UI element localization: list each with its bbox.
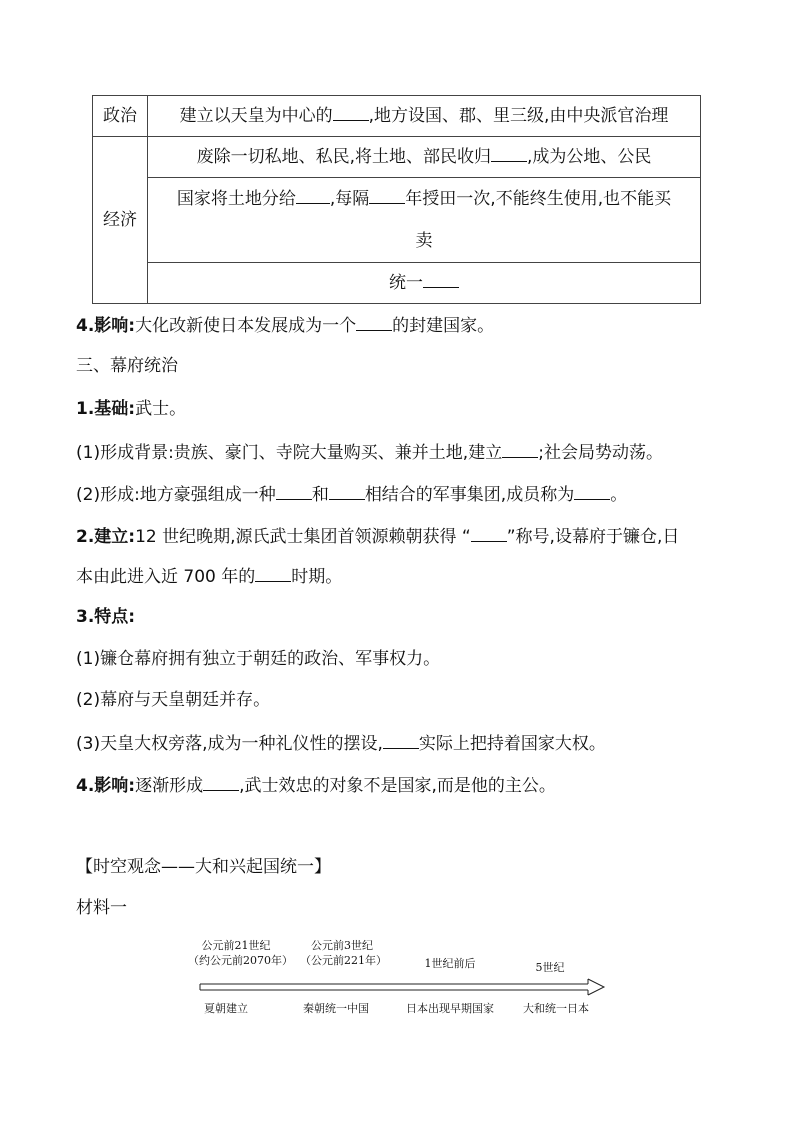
section-heading [76,857,331,877]
text: 相结合的军事集团,成员称为 [364,485,575,505]
fill-blank[interactable] [491,145,527,162]
politics-head: 政治 [93,96,148,137]
text: ”称号,设幕府于镰仓,日 [506,527,680,547]
label: 4.影响: [76,316,136,336]
event-2-date-detail: （公元前221年） [300,954,387,967]
text: (1)形成背景:贵族、豪门、寺院大量购买、兼并土地,建立 [76,443,503,463]
influence-1 [76,314,494,336]
table-row [93,263,701,304]
fill-blank[interactable] [276,483,312,500]
text: 12 世纪晚期,源氏武士集团首领源赖朝获得 “ [135,527,471,547]
establishment-cont [76,565,342,587]
text: ,成为公地、公民 [527,147,652,167]
event-4-label: 大和统一日本 [523,1002,589,1015]
economy-row-3 [148,263,701,304]
event-1-label: 夏朝建立 [204,1002,248,1015]
event-2-label: 秦朝统一中国 [303,1002,369,1015]
event-4-date: 5世纪 [535,961,565,974]
politics-content [148,96,701,137]
influence-2 [76,774,556,796]
event-3-label: 日本出现早期国家 [406,1002,494,1015]
table-row [93,178,701,263]
economy-row-1 [148,137,701,178]
feature-1: (1)镰仓幕府拥有独立于朝廷的政治、军事权力。 [76,649,441,669]
text: ,每隔 [329,189,370,209]
label: 2.建立: [76,527,136,547]
fill-blank[interactable] [296,187,330,204]
fill-blank[interactable] [369,187,405,204]
fill-blank[interactable] [356,314,392,331]
formation-background [76,441,663,463]
text: 武士。 [135,399,187,419]
text: 逐渐形成 [135,776,204,796]
basis [76,399,186,419]
text: 。 [610,485,628,505]
establishment [76,525,679,547]
text: 废除一切私地、私民,将土地、部民收归 [196,147,491,167]
features-label: 3.特点: [76,607,136,627]
event-1-date: 公元前21世纪 [201,939,271,952]
text: 统一 [389,273,423,293]
table-row [93,96,701,137]
fill-blank[interactable] [471,525,507,542]
event-2-date: 公元前3世纪 [311,939,373,952]
economy-row-2 [148,178,701,263]
economy-head: 经济 [93,137,148,304]
formation [76,483,627,505]
fill-blank[interactable] [333,104,369,121]
feature-3 [76,732,606,754]
text: (3)天皇大权旁落,成为一种礼仪性的摆设, [76,734,383,754]
text: 本由此进入近 700 年的 [76,567,256,587]
text: 和 [311,485,329,505]
text: 卖 [415,231,433,251]
bracket-open: 【 [76,857,93,877]
feature-2: (2)幕府与天皇朝廷并存。 [76,690,271,710]
text: ,武士效忠的对象不是国家,而是他的主公。 [239,776,556,796]
fill-blank[interactable] [574,483,610,500]
text: 大化改新使日本发展成为一个 [135,316,357,336]
fill-blank[interactable] [383,732,419,749]
heading-text: 时空观念——大和兴起国统一 [93,857,314,877]
fill-blank[interactable] [329,483,365,500]
reform-table [92,95,701,304]
text: 建立以天皇为中心的 [179,106,333,126]
fill-blank[interactable] [203,774,239,791]
material-label: 材料一 [76,898,127,918]
text: ,地方设国、郡、里三级,由中央派官治理 [368,106,669,126]
event-3-date: 1世纪前后 [424,957,476,970]
text: 年授田一次,不能终生使用,也不能买 [405,189,672,209]
label: 4.影响: [76,776,136,796]
text: ;社会局势动荡。 [538,443,663,463]
bracket-close: 】 [314,857,331,877]
section-title: 三、幕府统治 [76,356,178,376]
text: 实际上把持着国家大权。 [418,734,606,754]
text: 的封建国家。 [392,316,495,336]
label: 1.基础: [76,399,136,419]
fill-blank[interactable] [502,441,538,458]
text: 时期。 [291,567,343,587]
text: 国家将土地分给 [176,189,296,209]
table-row [93,137,701,178]
text: (2)形成:地方豪强组成一种 [76,485,276,505]
timeline [190,935,610,1025]
fill-blank[interactable] [255,565,291,582]
event-1-date-detail: （约公元前2070年） [188,954,293,967]
fill-blank[interactable] [423,271,459,288]
